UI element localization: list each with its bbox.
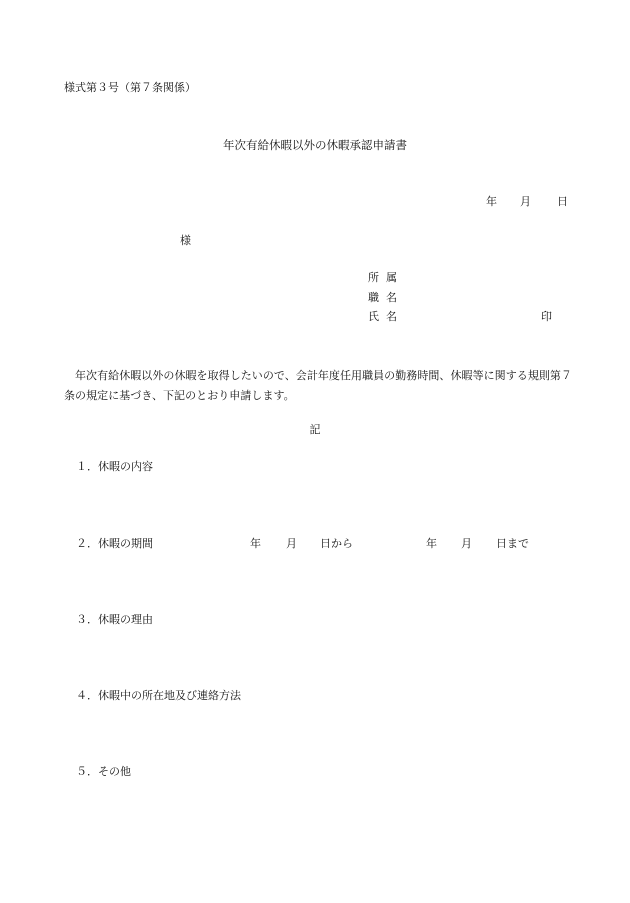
item-location-contact: ４．休暇中の所在地及び連絡方法 bbox=[76, 689, 241, 702]
addressee-honorific: 様 bbox=[180, 234, 191, 247]
document-title: 年次有給休暇以外の休暇承認申請書 bbox=[223, 138, 407, 152]
period-start-day-label: 日から bbox=[320, 537, 353, 550]
seal-mark: 印 bbox=[541, 310, 552, 323]
date-month-label: 月 bbox=[520, 195, 531, 208]
note-mark: 記 bbox=[309, 423, 321, 436]
period-start-year-label: 年 bbox=[250, 537, 261, 550]
period-end-day-label: 日まで bbox=[496, 537, 529, 550]
item-leave-reason: ３．休暇の理由 bbox=[76, 613, 153, 626]
date-year-label: 年 bbox=[486, 195, 497, 208]
period-end-month-label: 月 bbox=[461, 537, 472, 550]
name-label: 氏名 bbox=[368, 310, 404, 323]
date-day-label: 日 bbox=[557, 195, 568, 208]
period-start-month-label: 月 bbox=[286, 537, 297, 550]
item-other: ５．その他 bbox=[76, 765, 131, 778]
item-leave-content: １．休暇の内容 bbox=[76, 460, 153, 473]
period-end-year-label: 年 bbox=[426, 537, 437, 550]
job-title-label: 職名 bbox=[368, 291, 404, 304]
item-leave-period: ２．休暇の期間 bbox=[76, 537, 153, 550]
application-body-text: 年次有給休暇以外の休暇を取得したいので、会計年度任用職員の勤務時間、休暇等に関する規則第７条の規定に基づき、下記のとおり申請します。 bbox=[64, 369, 573, 402]
affiliation-label: 所属 bbox=[368, 271, 404, 284]
form-number: 様式第３号（第７条関係） bbox=[64, 81, 196, 94]
